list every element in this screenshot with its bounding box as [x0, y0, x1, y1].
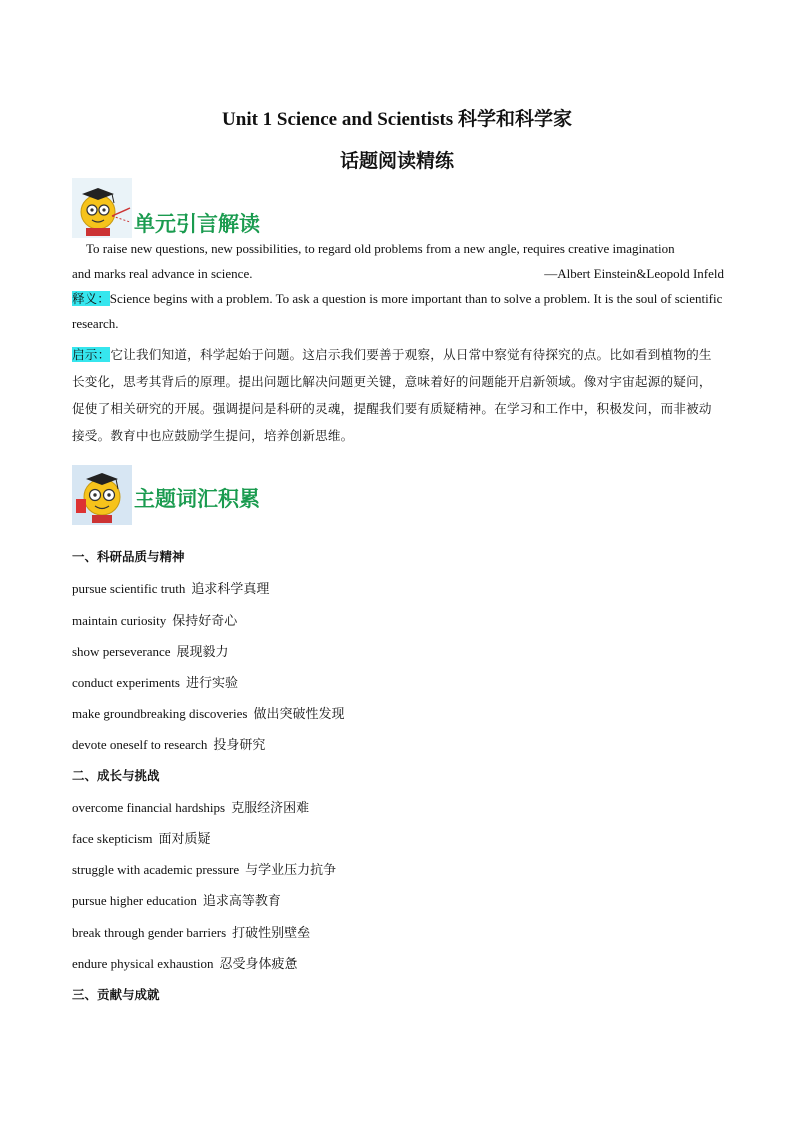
quote-line-2-text: and marks real advance in science.	[72, 266, 253, 281]
vocab-en: pursue higher education	[72, 893, 197, 908]
section-heading-vocab: 主题词汇积累	[134, 487, 260, 511]
vocab-group-title-1: 一、科研品质与精神	[72, 549, 185, 564]
vocab-cn: 打破性别壁垒	[232, 926, 311, 941]
vocab-item	[72, 922, 310, 941]
vocab-group-title-2: 二、成长与挑战	[72, 768, 160, 783]
vocab-item	[72, 953, 298, 972]
insight-label: 启示：	[72, 347, 111, 362]
insight-text: 它让我们知道，科学起始于问题。这启示我们要善于观察，从日常中察觉有待探究的点。比如看到植物的生长变化，思考其背后的原理。提出问题比解决问题更关键，意味着好的问题能开启新领域。像对宇宙起源的疑问，促使了相关研究的开展。强调提问是科研的灵魂，提醒我们要有质疑精神。在学习和工作中，积极发问，而非被动接受。教育中也应鼓励学生提问，培养创新思维。	[72, 347, 712, 443]
professor-cartoon-icon	[72, 465, 132, 525]
vocab-en: maintain curiosity	[72, 613, 167, 628]
quote-line-1: To raise new questions, new possibilities, to regard old problems from a new angle, requires creative imagination	[86, 241, 675, 256]
page-subtitle: 话题阅读精练	[339, 151, 454, 172]
vocab-en: make groundbreaking discoveries	[72, 706, 248, 721]
vocab-en: conduct experiments	[72, 675, 180, 690]
vocab-cn: 展现毅力	[176, 645, 229, 660]
vocab-item	[72, 610, 237, 629]
insight-paragraph	[72, 341, 724, 449]
interpretation-paragraph	[72, 286, 724, 336]
vocab-en: struggle with academic pressure	[72, 862, 240, 877]
professor-cartoon-icon	[72, 178, 132, 238]
section-heading-intro: 单元引言解读	[134, 212, 260, 236]
vocab-item	[72, 641, 229, 660]
quote-line-2	[72, 261, 724, 286]
page-title: Unit 1 Science and Scientists 科学和科学家	[222, 109, 572, 130]
vocab-cn: 面对质疑	[158, 832, 211, 847]
vocab-item	[72, 859, 336, 878]
vocab-cn: 保持好奇心	[172, 614, 238, 629]
vocab-item	[72, 734, 265, 753]
vocab-item	[72, 578, 269, 597]
vocab-group-title-3: 三、贡献与成就	[72, 987, 160, 1002]
vocab-cn: 追求科学真理	[191, 582, 270, 597]
vocab-cn: 进行实验	[185, 676, 238, 691]
interpretation-label: 释义：	[72, 291, 110, 306]
vocab-item	[72, 703, 344, 722]
vocab-en: show perseverance	[72, 644, 171, 659]
vocab-cn: 与学业压力抗争	[245, 863, 337, 878]
interpretation-text: Science begins with a problem. To ask a question is more important than to solve a problem. It is the soul of scientific research.	[72, 291, 723, 331]
vocab-item	[72, 672, 238, 691]
vocab-en: endure physical exhaustion	[72, 956, 214, 971]
vocab-cn: 做出突破性发现	[253, 707, 345, 722]
vocab-en: face skepticism	[72, 831, 153, 846]
vocab-en: pursue scientific truth	[72, 581, 186, 596]
quote-block	[72, 236, 724, 286]
vocab-en: break through gender barriers	[72, 925, 227, 940]
vocab-item	[72, 797, 309, 816]
vocab-item	[72, 890, 281, 909]
vocab-cn: 忍受身体疲惫	[219, 957, 298, 972]
vocab-en: devote oneself to research	[72, 737, 208, 752]
vocab-en: overcome financial hardships	[72, 800, 226, 815]
quote-author: —Albert Einstein&Leopold Infeld	[544, 266, 724, 281]
vocab-cn: 投身研究	[213, 738, 266, 753]
vocab-item	[72, 828, 211, 847]
vocab-cn: 克服经济困难	[231, 801, 310, 816]
vocab-cn: 追求高等教育	[202, 894, 281, 909]
